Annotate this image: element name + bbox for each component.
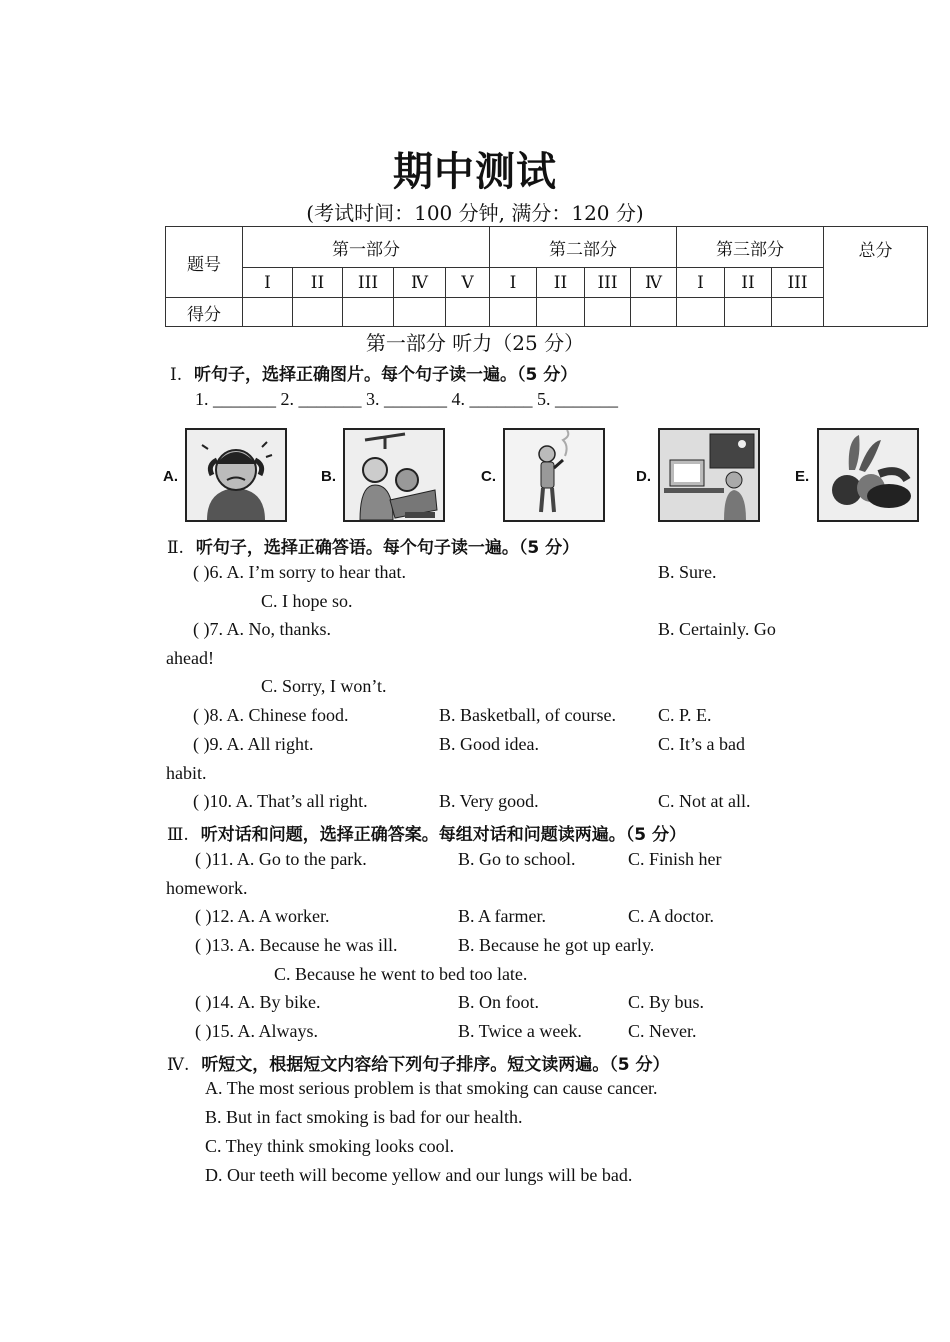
- vegetables-image: [817, 428, 919, 522]
- score-cell[interactable]: [490, 298, 537, 327]
- col-p3-1: I: [677, 268, 725, 298]
- header-part1: 第一部分: [243, 227, 490, 268]
- picture-label-d: D.: [636, 468, 651, 485]
- answer-blanks: 1. _______ 2. _______ 3. _______ 4. _______ 5. _______: [195, 389, 618, 409]
- q12-option-a: ( )12. A. A worker.: [195, 906, 330, 926]
- col-p1-2: II: [293, 268, 343, 298]
- q12-option-b: B. A farmer.: [458, 906, 546, 926]
- section-4-number: Ⅳ.: [167, 1055, 190, 1075]
- header-part3: 第三部分: [677, 227, 824, 268]
- col-p1-4: Ⅳ: [394, 268, 446, 298]
- col-p2-2: II: [537, 268, 585, 298]
- score-cell[interactable]: [631, 298, 677, 327]
- q11-option-b: B. Go to school.: [458, 849, 576, 869]
- section-3-heading: [167, 820, 686, 845]
- sentence-c: C. They think smoking looks cool.: [205, 1136, 455, 1156]
- section-2-heading: [167, 533, 579, 558]
- q13-option-c: C. Because he went to bed too late.: [274, 964, 528, 984]
- section-2-number: Ⅱ.: [167, 538, 184, 558]
- dentist-image: [343, 428, 445, 522]
- q14-option-a: ( )14. A. By bike.: [195, 992, 321, 1012]
- score-cell[interactable]: [677, 298, 725, 327]
- q15-option-b: B. Twice a week.: [458, 1021, 582, 1041]
- page-title: 期中测试: [393, 148, 557, 195]
- col-p1-5: Ⅴ: [446, 268, 490, 298]
- q6-option-b: B. Sure.: [658, 562, 717, 582]
- q11-option-c: C. Finish her: [628, 849, 722, 869]
- score-cell[interactable]: [394, 298, 446, 327]
- q11-option-c-wrap: homework.: [166, 878, 248, 898]
- q6-option-a: ( )6. A. I’m sorry to hear that.: [193, 562, 406, 582]
- smoking-boy-image: [503, 428, 605, 522]
- q7-option-b-wrap: ahead!: [166, 648, 214, 668]
- header-part2: 第二部分: [490, 227, 677, 268]
- picture-label-b: B.: [321, 468, 336, 485]
- q12-option-c: C. A doctor.: [628, 906, 715, 926]
- col-p2-1: I: [490, 268, 537, 298]
- picture-label-e: E.: [795, 468, 810, 485]
- score-table: [165, 226, 928, 327]
- row-label-score: 得分: [166, 298, 243, 327]
- q7-option-b: B. Certainly. Go: [658, 619, 776, 639]
- q9-option-b: B. Good idea.: [439, 734, 539, 754]
- q8-option-b: B. Basketball, of course.: [439, 705, 616, 725]
- section-3-instruction: 听对话和问题，选择正确答案。每组对话和问题读两遍。（5 分）: [200, 825, 686, 845]
- q7-option-c: C. Sorry, I won’t.: [261, 676, 387, 696]
- q8-option-c: C. P. E.: [658, 705, 712, 725]
- section-1-number: Ⅰ.: [170, 365, 183, 385]
- header-cell-question-no: 题号: [166, 227, 243, 298]
- exam-info: (考试时间：100 分钟, 满分：120 分): [306, 201, 644, 225]
- q8-option-a: ( )8. A. Chinese food.: [193, 705, 349, 725]
- picture-options: [163, 424, 923, 524]
- q10-option-a: ( )10. A. That’s all right.: [193, 791, 368, 811]
- sentence-a: A. The most serious problem is that smoking can cause cancer.: [205, 1078, 658, 1098]
- q11-option-a: ( )11. A. Go to the park.: [195, 849, 367, 869]
- score-cell[interactable]: [243, 298, 293, 327]
- section-1-heading: [170, 360, 577, 385]
- late-night-computer-image: [658, 428, 760, 522]
- q13-option-b: B. Because he got up early.: [458, 935, 655, 955]
- q14-option-b: B. On foot.: [458, 992, 539, 1012]
- q7-option-a: ( )7. A. No, thanks.: [193, 619, 331, 639]
- q13-option-a: ( )13. A. Because he was ill.: [195, 935, 398, 955]
- score-cell[interactable]: [537, 298, 585, 327]
- q9-option-c-wrap: habit.: [166, 763, 207, 783]
- score-cell[interactable]: [772, 298, 824, 327]
- col-p3-3: III: [772, 268, 824, 298]
- score-cell[interactable]: [293, 298, 343, 327]
- section-2-instruction: 听句子，选择正确答语。每个句子读一遍。（5 分）: [195, 538, 580, 558]
- section-1-instruction: 听句子，选择正确图片。每个句子读一遍。（5 分）: [194, 365, 578, 385]
- header-total: 总分: [824, 227, 928, 327]
- col-p2-3: III: [585, 268, 631, 298]
- q15-option-a: ( )15. A. Always.: [195, 1021, 318, 1041]
- headache-boy-image: [185, 428, 287, 522]
- picture-label-a: A.: [163, 468, 178, 485]
- q6-option-c: C. I hope so.: [261, 591, 353, 611]
- col-p1-1: I: [243, 268, 293, 298]
- q10-option-c: C. Not at all.: [658, 791, 751, 811]
- col-p3-2: II: [725, 268, 772, 298]
- score-cell[interactable]: [585, 298, 631, 327]
- section-title-listening: 第一部分 听力（25 分）: [365, 331, 585, 355]
- col-p1-3: III: [343, 268, 394, 298]
- sentence-b: B. But in fact smoking is bad for our health.: [205, 1107, 523, 1127]
- score-cell[interactable]: [343, 298, 394, 327]
- picture-label-c: C.: [481, 468, 496, 485]
- section-4-instruction: 听短文，根据短文内容给下列句子排序。短文读两遍。（5 分）: [201, 1055, 670, 1075]
- q14-option-c: C. By bus.: [628, 992, 705, 1012]
- col-p2-4: Ⅳ: [631, 268, 677, 298]
- section-3-number: Ⅲ.: [167, 825, 189, 845]
- q9-option-c: C. It’s a bad: [658, 734, 745, 754]
- q10-option-b: B. Very good.: [439, 791, 539, 811]
- section-4-heading: [167, 1050, 670, 1075]
- q9-option-a: ( )9. A. All right.: [193, 734, 314, 754]
- sentence-d: D. Our teeth will become yellow and our lungs will be bad.: [205, 1165, 633, 1185]
- q15-option-c: C. Never.: [628, 1021, 697, 1041]
- score-cell[interactable]: [725, 298, 772, 327]
- score-cell[interactable]: [446, 298, 490, 327]
